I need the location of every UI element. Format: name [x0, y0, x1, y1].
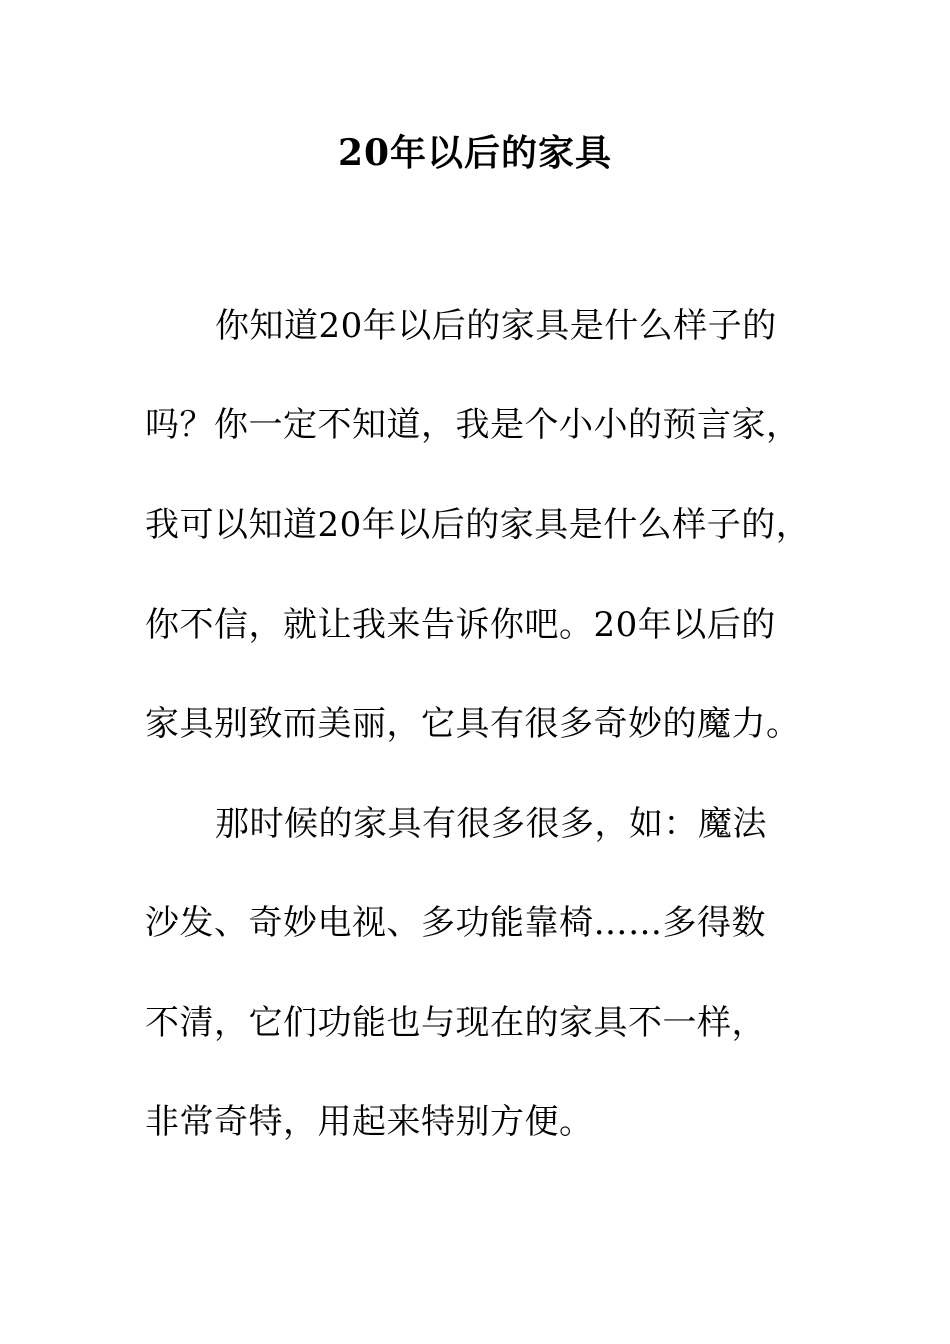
paragraph-line: 你不信，就让我来告诉你吧。20年以后的 — [145, 605, 776, 645]
paragraph-line: 吗？你一定不知道，我是个小小的预言家， — [145, 405, 801, 445]
paragraph-line: 不清，它们功能也与现在的家具不一样， — [145, 1003, 766, 1043]
paragraph-line: 非常奇特，用起来特别方便。 — [145, 1102, 594, 1142]
paragraph-line: 我可以知道20年以后的家具是什么样子的， — [145, 505, 811, 545]
paragraph-line: 沙发、奇妙电视、多功能靠椅……多得数 — [145, 903, 766, 943]
page-title: 20年以后的家具 — [337, 132, 613, 174]
paragraph-line: 你知道20年以后的家具是什么样子的 — [215, 306, 777, 346]
paragraph-line: 家具别致而美丽，它具有很多奇妙的魔力。 — [145, 704, 801, 744]
paragraph-line: 那时候的家具有很多很多，如：魔法 — [215, 804, 767, 844]
